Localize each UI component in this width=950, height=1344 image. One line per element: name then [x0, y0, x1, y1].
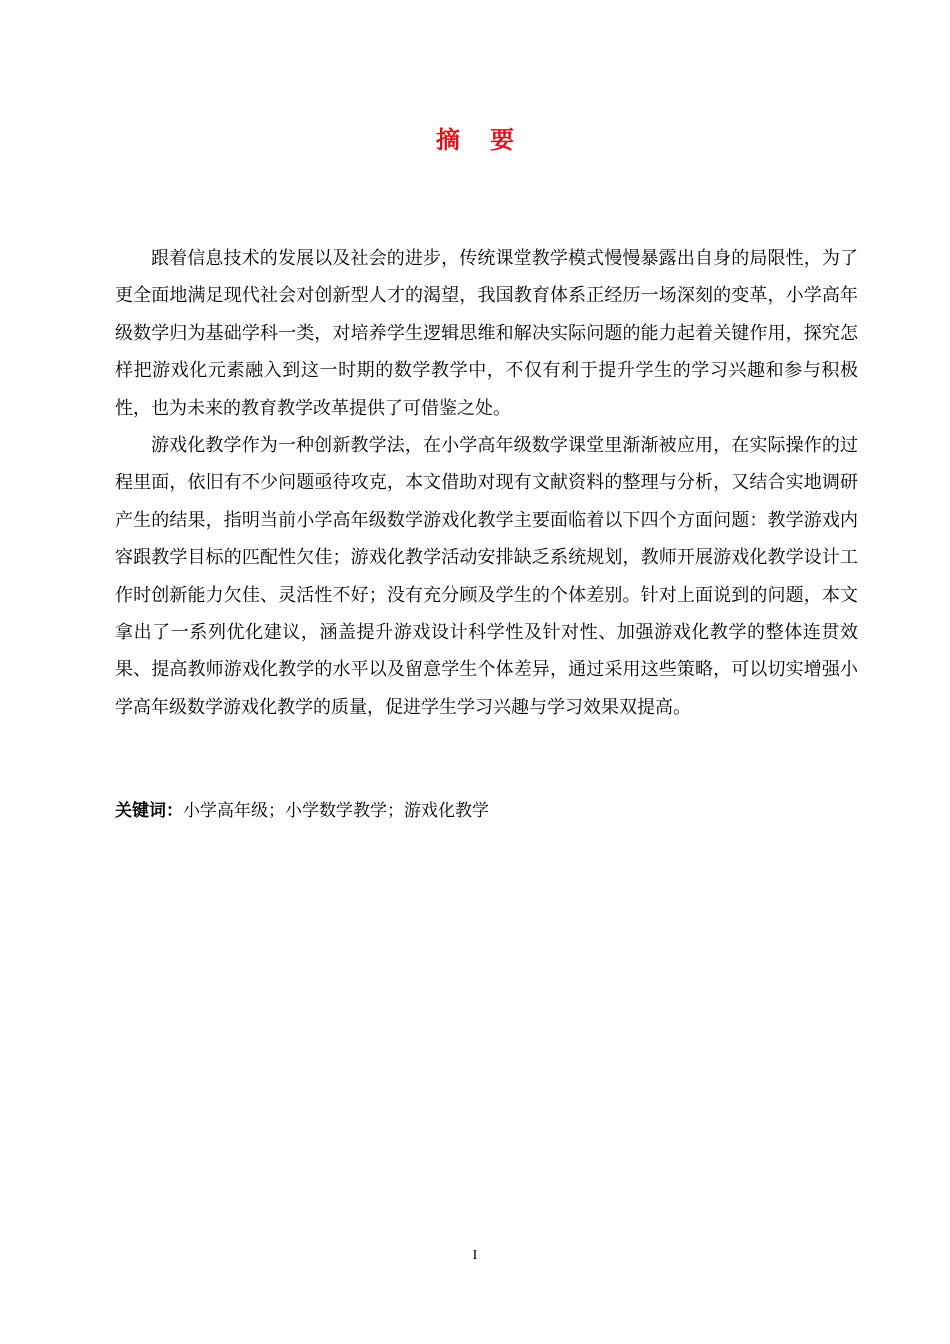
abstract-paragraph-1: 跟着信息技术的发展以及社会的进步，传统课堂教学模式慢慢暴露出自身的局限性，为了更全面地满足现代社会对创新型人才的渴望，我国教育体系正经历一场深刻的变革，小学高年级数学归为基础学科一类，对培养学生逻辑思维和解决实际问题的能力起着关键作用，探究怎样把游戏化元素融入到这一时期的数学教学中，不仅有利于提升学生的学习兴趣和参与积极性，也为未来的教育教学改革提供了可借鉴之处。: [115, 248, 858, 419]
abstract-paragraph-2: 游戏化教学作为一种创新教学法，在小学高年级数学课堂里渐渐被应用，在实际操作的过程里面，依旧有不少问题亟待攻克，本文借助对现有文献资料的整理与分析，又结合实地调研产生的结果，指明当前小学高年级数学游戏化教学主要面临着以下四个方面问题：教学游戏内容跟教学目标的匹配性欠佳；游戏化教学活动安排缺乏系统规划，教师开展游戏化教学设计工作时创新能力欠佳、灵活性不好；没有充分顾及学生的个体差别。针对上面说到的问题，本文拿出了一系列优化建议，涵盖提升游戏设计科学性及针对性、加强游戏化教学的整体连贯效果、提高教师游戏化教学的水平以及留意学生个体差异，通过采用这些策略，可以切实增强小学高年级数学游戏化教学的质量，促进学生学习兴趣与学习效果双提高。: [115, 435, 858, 718]
abstract-title: 摘要: [436, 126, 544, 154]
keywords-text: 小学高年级；小学数学教学；游戏化教学: [183, 801, 489, 821]
abstract-body: [115, 240, 858, 726]
keywords-line: [115, 796, 858, 826]
page-number: I: [472, 1248, 478, 1263]
keywords-label: 关键词：: [115, 801, 183, 821]
